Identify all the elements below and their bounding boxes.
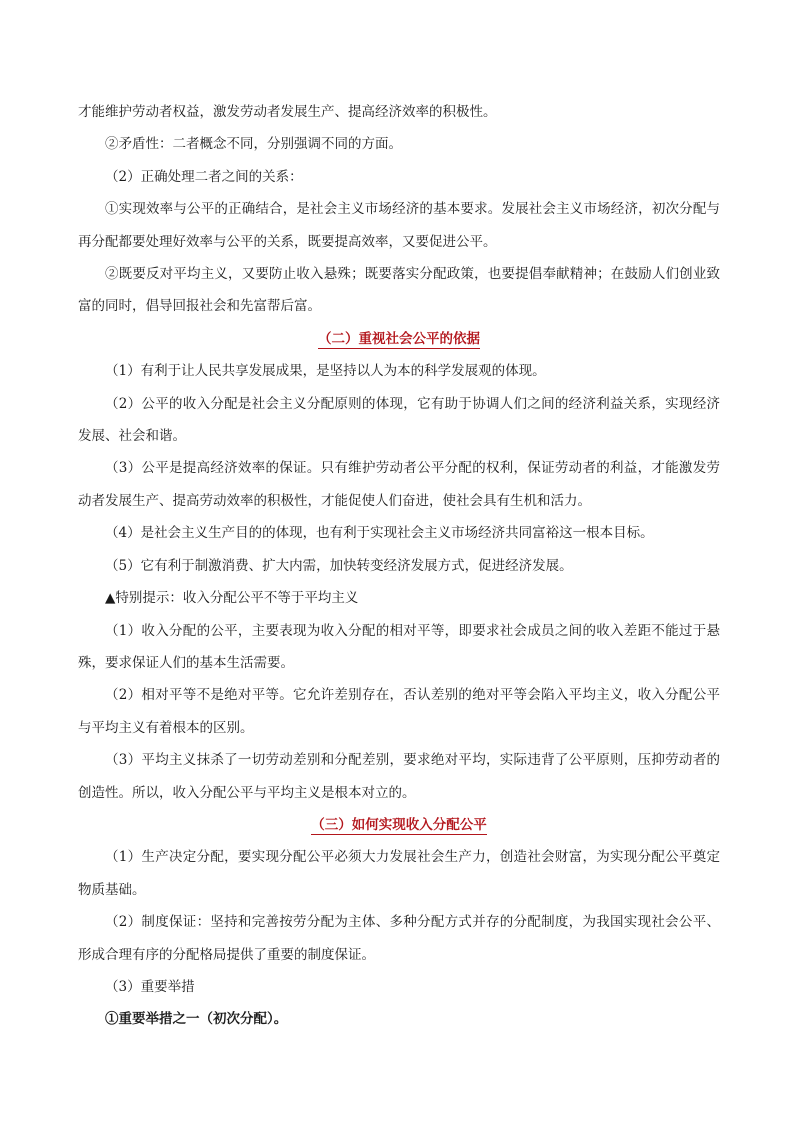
body-paragraph: （1）有利于让人民共享发展成果，是坚持以人为本的科学发展观的体现。 <box>105 363 546 380</box>
body-paragraph: ▲特别提示：收入分配公平不等于平均主义 <box>105 590 359 607</box>
body-paragraph: ①实现效率与公平的正确结合，是社会主义市场经济的基本要求。发展社会主义市场经济，初次分配与再分配都要处理好效率与公平的关系，既要提高效率，又要促进公平。 <box>78 201 720 250</box>
body-paragraph: （1）收入分配的公平，主要表现为收入分配的相对平等，即要求社会成员之间的收入差距不能过于悬殊，要求保证人们的基本生活需要。 <box>78 622 720 671</box>
body-paragraph: （3）平均主义抹杀了一切劳动差别和分配差别，要求绝对平均，实际违背了公平原则，压抑劳动者的创造性。所以，收入分配公平与平均主义是根本对立的。 <box>78 752 720 801</box>
body-paragraph: 才能维护劳动者权益，激发劳动者发展生产、提高经济效率的积极性。 <box>78 104 497 120</box>
section-heading <box>78 323 720 355</box>
document-page <box>78 96 720 1036</box>
section-heading <box>78 809 720 841</box>
body-paragraph: （2）制度保证：坚持和完善按劳分配为主体、多种分配方式并存的分配制度，为我国实现社会公平、形成合理有序的分配格局提供了重要的制度保证。 <box>78 914 720 963</box>
body-paragraph: （5）它有利于制激消费、扩大内需，加快转变经济发展方式，促进经济发展。 <box>105 557 573 574</box>
section-heading-text: （三）如何实现收入分配公平 <box>311 816 487 833</box>
body-paragraph: （2）正确处理二者之间的关系： <box>105 168 303 185</box>
body-paragraph: （4）是社会主义生产目的的体现，也有利于实现社会主义市场经济共同富裕这一根本目标。 <box>105 525 654 542</box>
body-paragraph: （2）相对平等不是绝对平等。它允许差别存在，否认差别的绝对平等会陷入平均主义，收入分配公平与平均主义有着根本的区别。 <box>78 687 720 736</box>
body-paragraph: （1）生产决定分配，要实现分配公平必须大力发展社会生产力，创造社会财富，为实现分配公平奠定物质基础。 <box>78 849 720 898</box>
body-paragraph: （2）公平的收入分配是社会主义分配原则的体现，它有助于协调人们之间的经济利益关系，实现经济发展、社会和谐。 <box>78 395 720 445</box>
bold-paragraph: ①重要举措之一（初次分配）。 <box>105 1011 288 1028</box>
body-paragraph: ②既要反对平均主义，又要防止收入悬殊；既要落实分配政策，也要提倡奉献精神；在鼓励人们创业致富的同时，倡导回报社会和先富帮后富。 <box>78 266 720 315</box>
body-paragraph: （3）公平是提高经济效率的保证。只有维护劳动者公平分配的权利，保证劳动者的利益，才能激发劳动者发展生产、提高劳动效率的积极性，才能促使人们奋进，使社会具有生机和活力。 <box>78 460 720 509</box>
body-paragraph: （3）重要举措 <box>105 978 195 995</box>
section-heading-text: （二）重视社会公平的依据 <box>318 330 480 347</box>
body-paragraph: ②矛盾性：二者概念不同，分别强调不同的方面。 <box>105 136 402 153</box>
